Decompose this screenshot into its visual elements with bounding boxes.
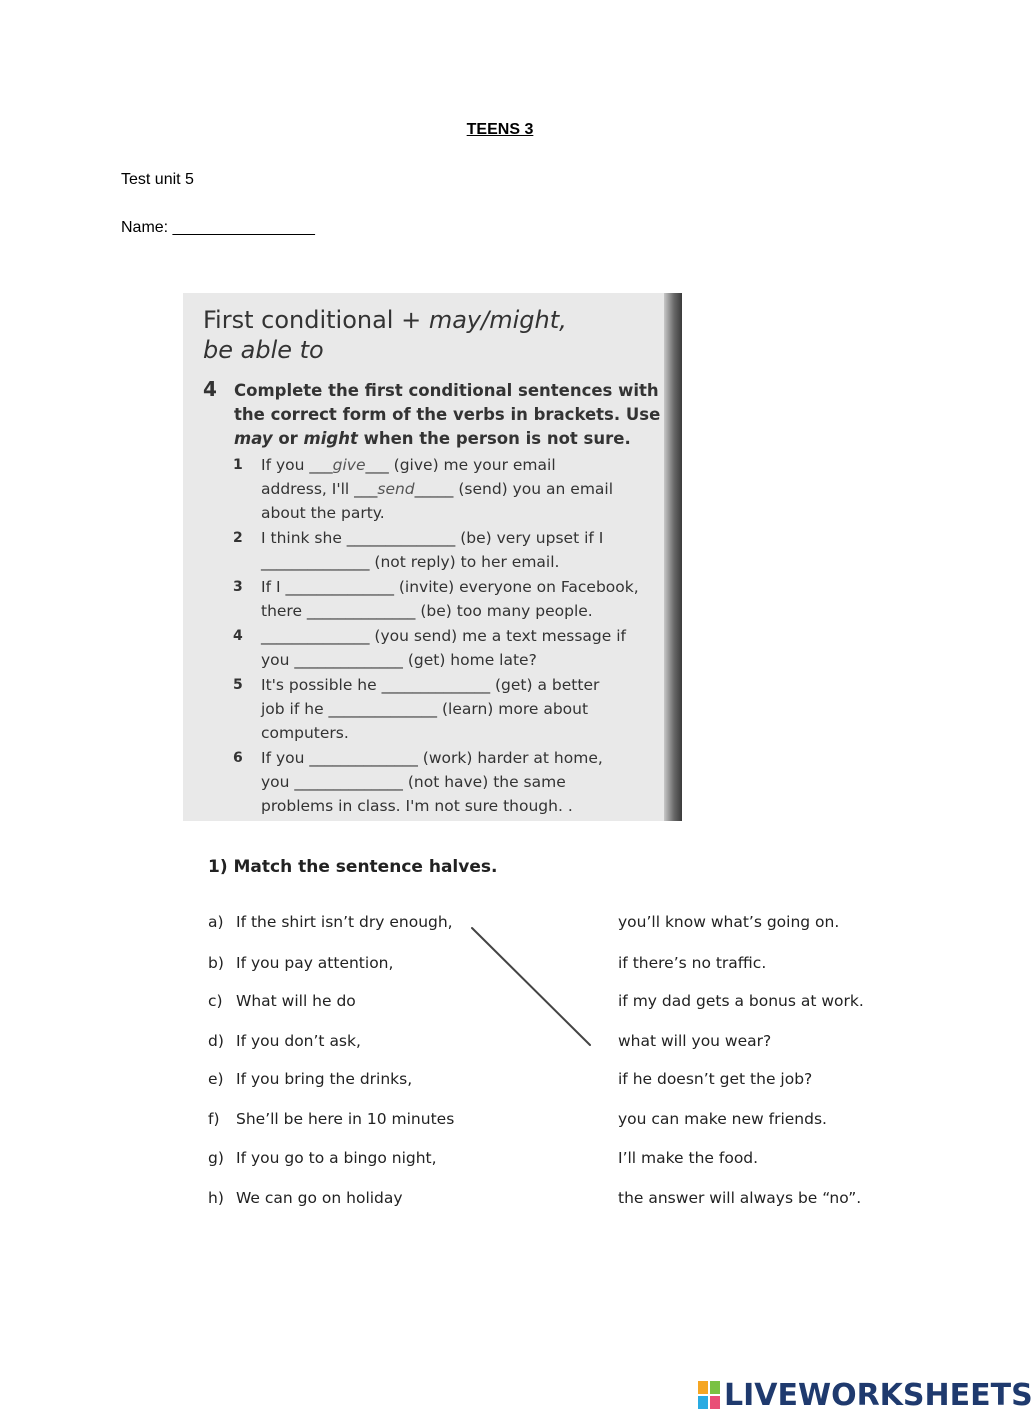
page-title: TEENS 3	[466, 121, 534, 138]
logo-icon	[698, 1381, 720, 1409]
excerpt-heading: First conditional + may/might, be able to	[203, 306, 567, 364]
match-left-item: d) If you don’t ask,	[208, 1032, 361, 1050]
match-right-item: you’ll know what’s going on.	[618, 913, 840, 931]
match-left-item: a) If the shirt isn’t dry enough,	[208, 913, 453, 931]
exercise-item: 4 ______________ (you send) me a text message if you ______________ (get) home late?	[233, 627, 626, 669]
example-answer: send	[377, 480, 415, 498]
match-right-item: what will you wear?	[618, 1032, 772, 1050]
exercise-item: 2 I think she ______________ (be) very upset if I ______________ (not reply) to her email.	[233, 529, 604, 571]
match-right-item: you can make new friends.	[618, 1110, 827, 1128]
name-field-label: Name: ________________	[121, 219, 315, 236]
exercise-item: 3 If I ______________ (invite) everyone on Facebook, there ______________ (be) too many people.	[233, 578, 639, 620]
match-right-item: the answer will always be “no”.	[618, 1189, 862, 1207]
match-left-item: c) What will he do	[208, 992, 356, 1010]
match-right-item: if my dad gets a bonus at work.	[618, 992, 864, 1010]
example-answer: give	[332, 456, 366, 474]
exercise-instructions: Complete the first conditional sentences with the correct form of the verbs in brackets. Use may or might when the person is not sure.	[234, 381, 661, 448]
exercise-number: 4	[203, 377, 217, 401]
match-right-item: if he doesn’t get the job?	[618, 1070, 813, 1088]
match-left-item: b) If you pay attention,	[208, 954, 394, 972]
liveworksheets-logo	[698, 1375, 1033, 1415]
matching-heading: 1) Match the sentence halves.	[208, 857, 498, 877]
test-subtitle: Test unit 5	[121, 171, 194, 188]
match-right-item: if there’s no traffic.	[618, 954, 767, 972]
exercise-item: 6 If you ______________ (work) harder at home, you ______________ (not have) the same problems in class. I'm not sure though. .	[233, 749, 603, 815]
match-left-item: f) She’ll be here in 10 minutes	[208, 1110, 455, 1128]
match-left-item: e) If you bring the drinks,	[208, 1070, 413, 1088]
exercise-item: 1 If you ___give___ (give) me your email address, I'll ___send_____ (send) you an email about the party.	[233, 456, 614, 522]
logo-text: LIVEWORKSHEETS	[724, 1377, 1033, 1413]
exercise-item: 5 It's possible he ______________ (get) a better job if he ______________ (learn) more about computers.	[233, 676, 600, 742]
match-right-item: I’ll make the food.	[618, 1149, 759, 1167]
match-left-item: h) We can go on holiday	[208, 1189, 403, 1207]
match-left-item: g) If you go to a bingo night,	[208, 1149, 437, 1167]
